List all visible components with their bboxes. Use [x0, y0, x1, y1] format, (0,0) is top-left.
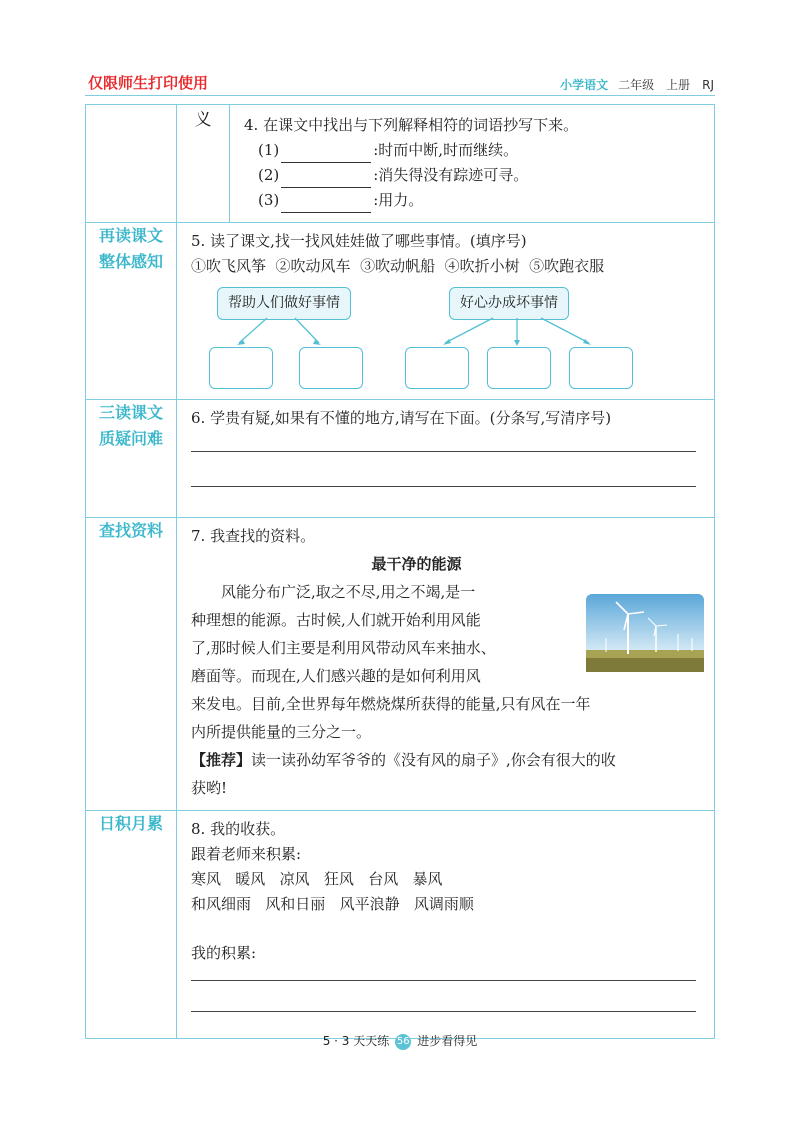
grade-label: 二年级 [618, 78, 655, 92]
my-accumulation-label: 我的积累: [191, 944, 257, 962]
q7-question: 7. 我查找的资料。 [191, 527, 316, 545]
q4-item: (2) :消失得没有踪迹可寻。 [258, 163, 702, 188]
side-label-reread: 再读课文 整体感知 [86, 223, 177, 400]
tag-bad-results: 好心办成坏事情 [449, 287, 569, 320]
article-line: 磨面等。而现在,人们感兴趣的是如何利用风 [191, 667, 481, 685]
recommend-line: 【推荐】读一读孙幼军爷爷的《没有风的扇子》,你会有很大的收 [191, 751, 616, 769]
side-label-question: 三读课文 质疑问难 [86, 400, 177, 518]
article-line: 来发电。目前,全世界每年燃烧煤所获得的能量,只有风在一年 [191, 695, 591, 713]
tag-good-deeds: 帮助人们做好事情 [217, 287, 351, 320]
side-empty [86, 105, 177, 223]
worksheet-table [85, 104, 715, 1039]
answer-blank[interactable] [281, 196, 371, 213]
writing-line[interactable] [191, 452, 696, 487]
word-list: 寒风 暖风 凉风 狂风 台风 暴风 [191, 870, 443, 888]
recommend-tag: 【推荐】 [191, 751, 252, 769]
q8-question: 8. 我的收获。 [191, 820, 286, 838]
q7-cell [177, 518, 715, 811]
row-q7 [86, 518, 715, 811]
footer-slogan: 进步看得见 [417, 1034, 478, 1048]
q6-cell [177, 400, 715, 518]
book-info [560, 76, 714, 93]
recommend-line: 获哟! [191, 779, 228, 797]
q5-cell [177, 223, 715, 400]
answer-box[interactable] [487, 347, 551, 389]
row-q5 [86, 223, 715, 400]
article-title: 最干净的能源 [371, 555, 462, 573]
answer-blank[interactable] [281, 171, 371, 188]
answer-box[interactable] [569, 347, 633, 389]
article-line: 风能分布广泛,取之不尽,用之不竭,是一 [221, 583, 476, 601]
q4-item: (3) :用力。 [258, 188, 702, 213]
sub-label-yi: 义 [177, 105, 230, 223]
article-line: 内所提供能量的三分之一。 [191, 723, 372, 741]
article-line: 了,那时候人们主要是利用风带动风车来抽水、 [191, 639, 496, 657]
writing-line[interactable] [191, 981, 696, 1012]
q4-cell [230, 105, 715, 223]
answer-box[interactable] [299, 347, 363, 389]
side-label-research: 查找资料 [86, 518, 177, 811]
writing-line[interactable] [191, 966, 696, 981]
page-footer [0, 1032, 800, 1050]
q4-question: 4. 在课文中找出与下列解释相符的词语抄写下来。 [244, 116, 579, 134]
q8-intro: 跟着老师来积累: [191, 845, 302, 863]
row-q8 [86, 811, 715, 1039]
writing-line[interactable] [191, 431, 696, 452]
answer-blank[interactable] [281, 146, 371, 163]
footer-brand: 5 · 3 天天练 [322, 1034, 390, 1048]
answer-box[interactable] [405, 347, 469, 389]
q5-question: 5. 读了课文,找一找风娃娃做了哪些事情。(填序号) [191, 232, 527, 250]
q8-cell [177, 811, 715, 1039]
row-q4 [86, 105, 715, 223]
print-notice: 仅限师生打印使用 [88, 74, 209, 92]
subject-label: 小学语文 [560, 78, 609, 92]
header-rule [85, 95, 715, 96]
q4-items [244, 138, 702, 213]
answer-box[interactable] [209, 347, 273, 389]
article-line: 种理想的能源。古时候,人们就开始利用风能 [191, 611, 481, 629]
idiom-list: 和风细雨 风和日丽 风平浪静 风调雨顺 [191, 895, 474, 913]
wind-turbine-image [586, 594, 704, 672]
edition-label: RJ [702, 78, 714, 92]
page-number: 56 [395, 1034, 411, 1050]
q4-item: (1) :时而中断,时而继续。 [258, 138, 702, 163]
q6-question: 6. 学贵有疑,如果有不懂的地方,请写在下面。(分条写,写清序号) [191, 409, 612, 427]
term-label: 上册 [666, 78, 691, 92]
row-q6 [86, 400, 715, 518]
side-label-accumulate: 日积月累 [86, 811, 177, 1039]
q5-options: ①吹飞风筝 ②吹动风车 ③吹动帆船 ④吹折小树 ⑤吹跑衣服 [191, 257, 605, 275]
